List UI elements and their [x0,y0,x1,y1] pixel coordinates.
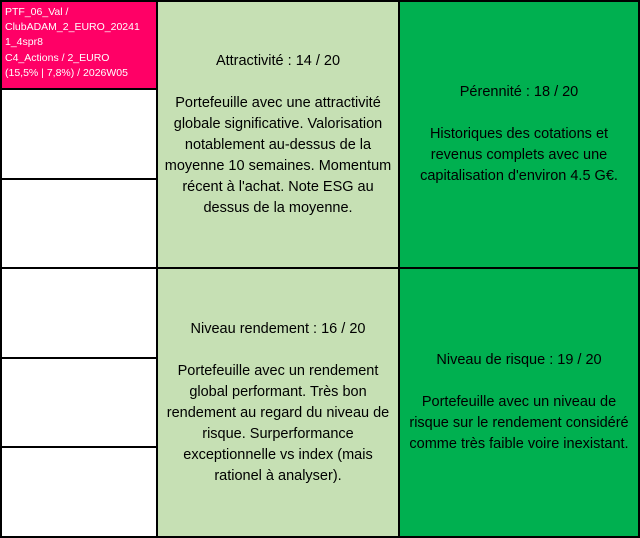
risque-description: Portefeuille avec un niveau de risque sur le rendement considéré comme très faible voire inexistant. [409,394,629,452]
portfolio-label-line: 1_4spr8 [5,36,43,49]
perennite-title: Pérennité : 18 / 20 [459,84,579,100]
portfolio-label-line: (15,5% | 7,8%) / 2026W05 [5,66,128,79]
risque-title: Niveau de risque : 19 / 20 [436,352,602,368]
rendement-description: Portefeuille avec un rendement global performant. Très bon rendement au regard du niveau de risque. Surperformance exceptionnelle vs index (mais rationel à analyser). [166,362,390,484]
empty-cell[interactable] [0,178,158,269]
rendement-panel[interactable] [156,267,400,538]
attractivite-title: Attractivité : 14 / 20 [215,52,341,69]
empty-cell[interactable] [0,357,158,448]
portfolio-label-cell[interactable] [0,0,158,90]
empty-cell[interactable] [0,446,158,538]
portfolio-label-line: PTF_06_Val / [5,6,69,18]
attractivite-description: Portefeuille avec une attractivité globale significative. Valorisation notablement au-dessus de la moyenne 10 semaines. Momentum récent à l'achat. Note ESG au dessus de la moyenne. [164,94,392,216]
empty-cell[interactable] [0,267,158,359]
attractivite-panel[interactable] [156,0,400,269]
rendement-title: Niveau rendement : 16 / 20 [190,320,366,337]
empty-cell[interactable] [0,88,158,180]
portfolio-label-line: C4_Actions / 2_EURO [5,51,110,64]
risque-panel[interactable] [398,267,640,538]
perennite-description: Historiques des cotations et revenus complets avec une capitalisation d'environ 4.5 G€. [420,126,618,184]
perennite-panel[interactable] [398,0,640,269]
portfolio-label-line: ClubADAM_2_EURO_20241 [5,21,140,34]
